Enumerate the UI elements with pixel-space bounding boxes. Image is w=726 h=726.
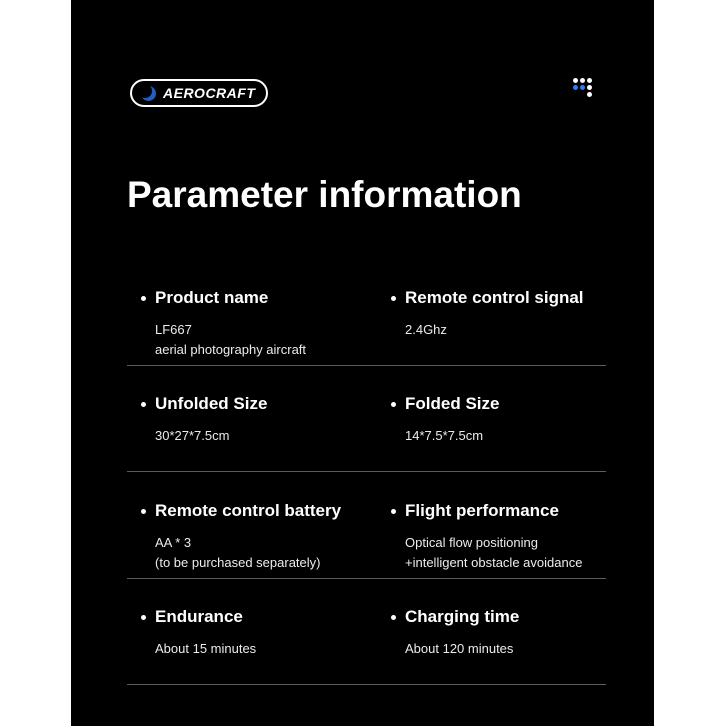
dot-icon (573, 85, 578, 90)
bullet-icon (141, 509, 146, 514)
spec-value: Optical flow positioning (405, 535, 538, 550)
spec-label: Endurance (155, 607, 243, 626)
spec-item (141, 288, 306, 360)
brand-logo (130, 79, 268, 107)
spec-label: Folded Size (405, 394, 500, 413)
dot-icon (580, 78, 585, 83)
spec-item (141, 394, 267, 446)
spec-item (391, 288, 584, 340)
bullet-icon (391, 509, 396, 514)
dots-logo-icon (573, 78, 597, 102)
spec-item (141, 501, 341, 573)
bullet-icon (141, 615, 146, 620)
spec-value: +intelligent obstacle avoidance (405, 555, 583, 570)
spec-label: Unfolded Size (155, 394, 268, 413)
spec-label: Remote control battery (155, 501, 342, 520)
spec-item (141, 607, 256, 659)
bullet-icon (391, 615, 396, 620)
dot-icon (587, 92, 592, 97)
spec-row (127, 288, 606, 366)
bullet-icon (141, 402, 146, 407)
dot-icon (573, 78, 578, 83)
spec-row (127, 607, 606, 685)
spec-item (391, 394, 499, 446)
spec-item (391, 501, 582, 573)
dot-icon (587, 85, 592, 90)
spec-value: LF667 (155, 322, 192, 337)
spec-value: AA * 3 (155, 535, 192, 550)
spec-value: 14*7.5*7.5cm (405, 428, 484, 443)
spec-value: aerial photography aircraft (155, 342, 307, 357)
page-title: Parameter information (127, 174, 522, 215)
spec-value: About 15 minutes (155, 641, 257, 656)
spec-panel (71, 0, 654, 726)
spec-label: Remote control signal (405, 288, 584, 307)
logo-mark-icon (141, 86, 156, 101)
bullet-icon (391, 402, 396, 407)
spec-row (127, 394, 606, 472)
spec-label: Flight performance (405, 501, 559, 520)
spec-value: 30*27*7.5cm (155, 428, 230, 443)
logo-text: AEROCRAFT (163, 85, 256, 101)
spec-row (127, 501, 606, 579)
spec-label: Charging time (405, 607, 520, 626)
bullet-icon (141, 296, 146, 301)
spec-value: (to be purchased separately) (155, 555, 321, 570)
dot-icon (580, 85, 585, 90)
spec-value: About 120 minutes (405, 641, 514, 656)
spec-value: 2.4Ghz (405, 322, 447, 337)
bullet-icon (391, 296, 396, 301)
dot-icon (587, 78, 592, 83)
spec-item (391, 607, 519, 659)
spec-label: Product name (155, 288, 269, 307)
